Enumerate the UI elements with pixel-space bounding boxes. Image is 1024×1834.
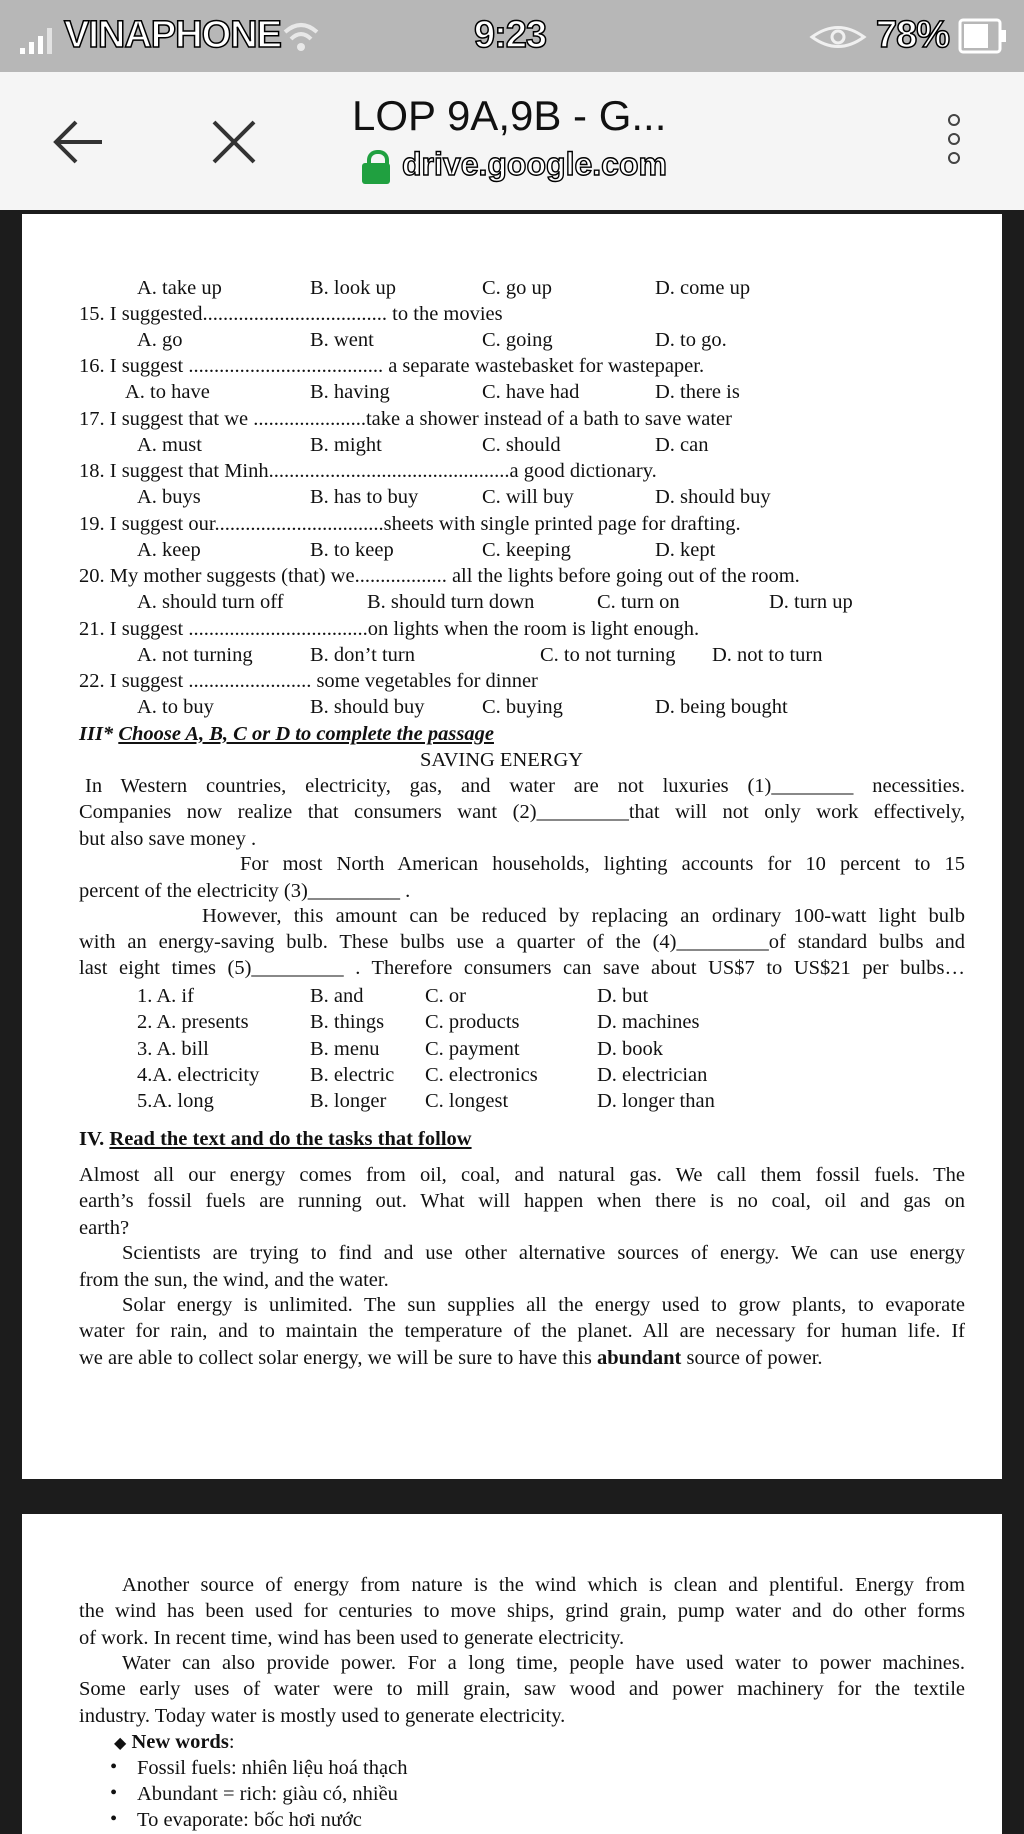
- option: C. have had: [482, 381, 580, 403]
- option: D. can: [655, 434, 709, 456]
- close-icon[interactable]: [208, 116, 260, 168]
- question-stem: 15. I suggested.................................... to the movies: [79, 303, 503, 325]
- option: C. going: [482, 329, 553, 351]
- passage-line: Another source of energy from nature is the wind which is clean and plentiful. Energy from: [122, 1574, 965, 1596]
- diamond-bullet-icon: ◆: [114, 1733, 127, 1752]
- option: C. go up: [482, 277, 553, 299]
- option: D. being bought: [655, 696, 788, 718]
- document-page-2: [22, 1514, 1002, 1834]
- passage-line: with an energy-saving bulb. These bulbs use a quarter of the (4)_________of standard bulbs and: [79, 931, 965, 953]
- option: 1. A. if: [137, 985, 194, 1007]
- passage-line: last eight times (5)_________ . Therefore consumers can save about US$7 to US$21 per bulbs…: [79, 957, 965, 979]
- option: B. look up: [310, 277, 396, 299]
- clock: 9:23: [474, 14, 547, 56]
- passage-line: percent of the electricity (3)_________ .: [79, 880, 411, 902]
- text-run: source of power.: [681, 1347, 823, 1369]
- option: B. should turn down: [367, 591, 535, 613]
- document-page-1: [22, 214, 1002, 1479]
- new-words-label: New words: [131, 1731, 229, 1753]
- option: B. has to buy: [310, 486, 419, 508]
- option: B. menu: [310, 1038, 380, 1060]
- option: A. keep: [137, 539, 201, 561]
- passage-line: In Western countries, electricity, gas, and water are not luxuries (1)________ necessities.: [85, 775, 965, 797]
- option: D. not to turn: [712, 644, 823, 666]
- option: A. should turn off: [137, 591, 284, 613]
- option: D. kept: [655, 539, 716, 561]
- passage-line: the wind has been used for centuries to move ships, grind grain, pump water and do other forms: [79, 1600, 965, 1622]
- option: 5.A. long: [137, 1090, 214, 1112]
- passage-line: water for rain, and to maintain the temperature of the planet. All are necessary for human life. If: [79, 1320, 965, 1342]
- option: A. buys: [137, 486, 201, 508]
- option: B. might: [310, 434, 382, 456]
- passage-line: earth?: [79, 1217, 130, 1239]
- option: 2. A. presents: [137, 1011, 249, 1033]
- option: C. to not turning: [540, 644, 676, 666]
- section-prefix: IV.: [79, 1128, 110, 1150]
- option: D. longer than: [597, 1090, 715, 1112]
- question-stem: 19. I suggest our.................................sheets with single printed page for drafting.: [79, 513, 741, 535]
- new-words-heading: ◆ New words:: [114, 1731, 235, 1753]
- option: C. will buy: [482, 486, 574, 508]
- question-stem: 22. I suggest ........................ some vegetables for dinner: [79, 670, 538, 692]
- bold-word: abundant: [597, 1347, 682, 1369]
- option: C. or: [425, 985, 466, 1007]
- option: A. go: [137, 329, 183, 351]
- battery-percent: 78%: [876, 14, 950, 56]
- option: B. things: [310, 1011, 385, 1033]
- carrier-name: VINAPHONE: [64, 14, 281, 56]
- vocab-item: Abundant = rich: giàu có, nhiều: [137, 1783, 398, 1805]
- passage-line: industry. Today water is mostly used to generate electricity.: [79, 1705, 566, 1727]
- option: A. to buy: [137, 696, 214, 718]
- status-bar: [0, 0, 1024, 72]
- url-text[interactable]: drive.google.com: [402, 146, 667, 182]
- vocab-item: Fossil fuels: nhiên liệu hoá thạch: [137, 1757, 408, 1779]
- option: D. machines: [597, 1011, 700, 1033]
- vocab-item: To evaporate: bốc hơi nước: [137, 1809, 362, 1831]
- section-heading-text: Choose A, B, C or D to complete the passage: [118, 723, 494, 745]
- option: C. buying: [482, 696, 563, 718]
- option: B. don’t turn: [310, 644, 415, 666]
- passage-line: Scientists are trying to find and use other alternative sources of energy. We can use energy: [122, 1242, 965, 1264]
- passage-line: However, this amount can be reduced by replacing an ordinary 100-watt light bulb: [202, 905, 965, 927]
- option: B. electric: [310, 1064, 395, 1086]
- signal-icon: [20, 28, 54, 54]
- passage-line: Solar energy is unlimited. The sun supplies all the energy used to grow plants, to evaporate: [122, 1294, 965, 1316]
- option: D. come up: [655, 277, 751, 299]
- option: B. to keep: [310, 539, 394, 561]
- option: B. having: [310, 381, 390, 403]
- option: D. electrician: [597, 1064, 708, 1086]
- passage-line: but also save money .: [79, 828, 257, 850]
- question-stem: 17. I suggest that we ......................take a shower instead of a bath to save water: [79, 408, 732, 430]
- option: A. to have: [125, 381, 210, 403]
- question-stem: 18. I suggest that Minh...............................................a good dictionary.: [79, 460, 657, 482]
- passage-line: Water can also provide power. For a long time, people have used water to power machines.: [122, 1652, 965, 1674]
- browser-header: [0, 72, 1024, 210]
- passage-line: [79, 1346, 823, 1370]
- option: D. there is: [655, 381, 740, 403]
- option: C. keeping: [482, 539, 571, 561]
- option: 4.A. electricity: [137, 1064, 260, 1086]
- section-heading: [79, 722, 494, 746]
- option: C. longest: [425, 1090, 509, 1112]
- option: C. turn on: [597, 591, 680, 613]
- back-arrow-icon[interactable]: [50, 114, 106, 170]
- question-stem: 21. I suggest ...................................on lights when the room is light enough.: [79, 618, 700, 640]
- question-stem: 20. My mother suggests (that) we.................. all the lights before going out of the room.: [79, 565, 800, 587]
- lock-icon: [362, 150, 390, 184]
- option: D. book: [597, 1038, 664, 1060]
- option: D. should buy: [655, 486, 771, 508]
- passage-line: For most North American households, lighting accounts for 10 percent to 15: [240, 853, 965, 875]
- more-options-icon[interactable]: [948, 114, 960, 171]
- option: D. but: [597, 985, 649, 1007]
- passage-line: earth’s fossil fuels are running out. What will happen when there is no coal, oil and gas on: [79, 1190, 965, 1212]
- option: A. take up: [137, 277, 222, 299]
- bullet-icon: •: [110, 1756, 118, 1778]
- bullet-icon: •: [110, 1808, 118, 1830]
- section-heading-text: Read the text and do the tasks that follow: [109, 1128, 472, 1150]
- option: C. products: [425, 1011, 520, 1033]
- passage-line: Companies now realize that consumers want (2)_________that will not only work effectively,: [79, 801, 965, 823]
- option: C. payment: [425, 1038, 520, 1060]
- option: B. should buy: [310, 696, 425, 718]
- passage-line: Almost all our energy comes from oil, coal, and natural gas. We call them fossil fuels. The: [79, 1164, 965, 1186]
- option: A. must: [137, 434, 202, 456]
- passage-line: of work. In recent time, wind has been used to generate electricity.: [79, 1627, 625, 1649]
- passage-title: SAVING ENERGY: [420, 749, 584, 771]
- question-stem: 16. I suggest ...................................... a separate wastebasket for wastepaper.: [79, 355, 705, 377]
- document-title: LOP 9A,9B - G...: [352, 92, 667, 139]
- wifi-icon: [282, 20, 320, 54]
- bullet-icon: •: [110, 1782, 118, 1804]
- battery-icon: [958, 18, 1008, 54]
- option: C. electronics: [425, 1064, 538, 1086]
- eye-icon: [808, 24, 868, 50]
- option: B. went: [310, 329, 374, 351]
- option: 3. A. bill: [137, 1038, 209, 1060]
- text-run: we are able to collect solar energy, we will be sure to have this: [79, 1347, 598, 1369]
- option: A. not turning: [137, 644, 253, 666]
- option: D. turn up: [769, 591, 853, 613]
- option: B. and: [310, 985, 364, 1007]
- section-prefix: III*: [79, 723, 119, 745]
- passage-line: Some early uses of water were to mill grain, saw wood and power machinery for the textile: [79, 1678, 965, 1700]
- option: C. should: [482, 434, 561, 456]
- section-heading: [79, 1127, 472, 1151]
- passage-line: from the sun, the wind, and the water.: [79, 1269, 389, 1291]
- option: D. to go.: [655, 329, 727, 351]
- option: B. longer: [310, 1090, 387, 1112]
